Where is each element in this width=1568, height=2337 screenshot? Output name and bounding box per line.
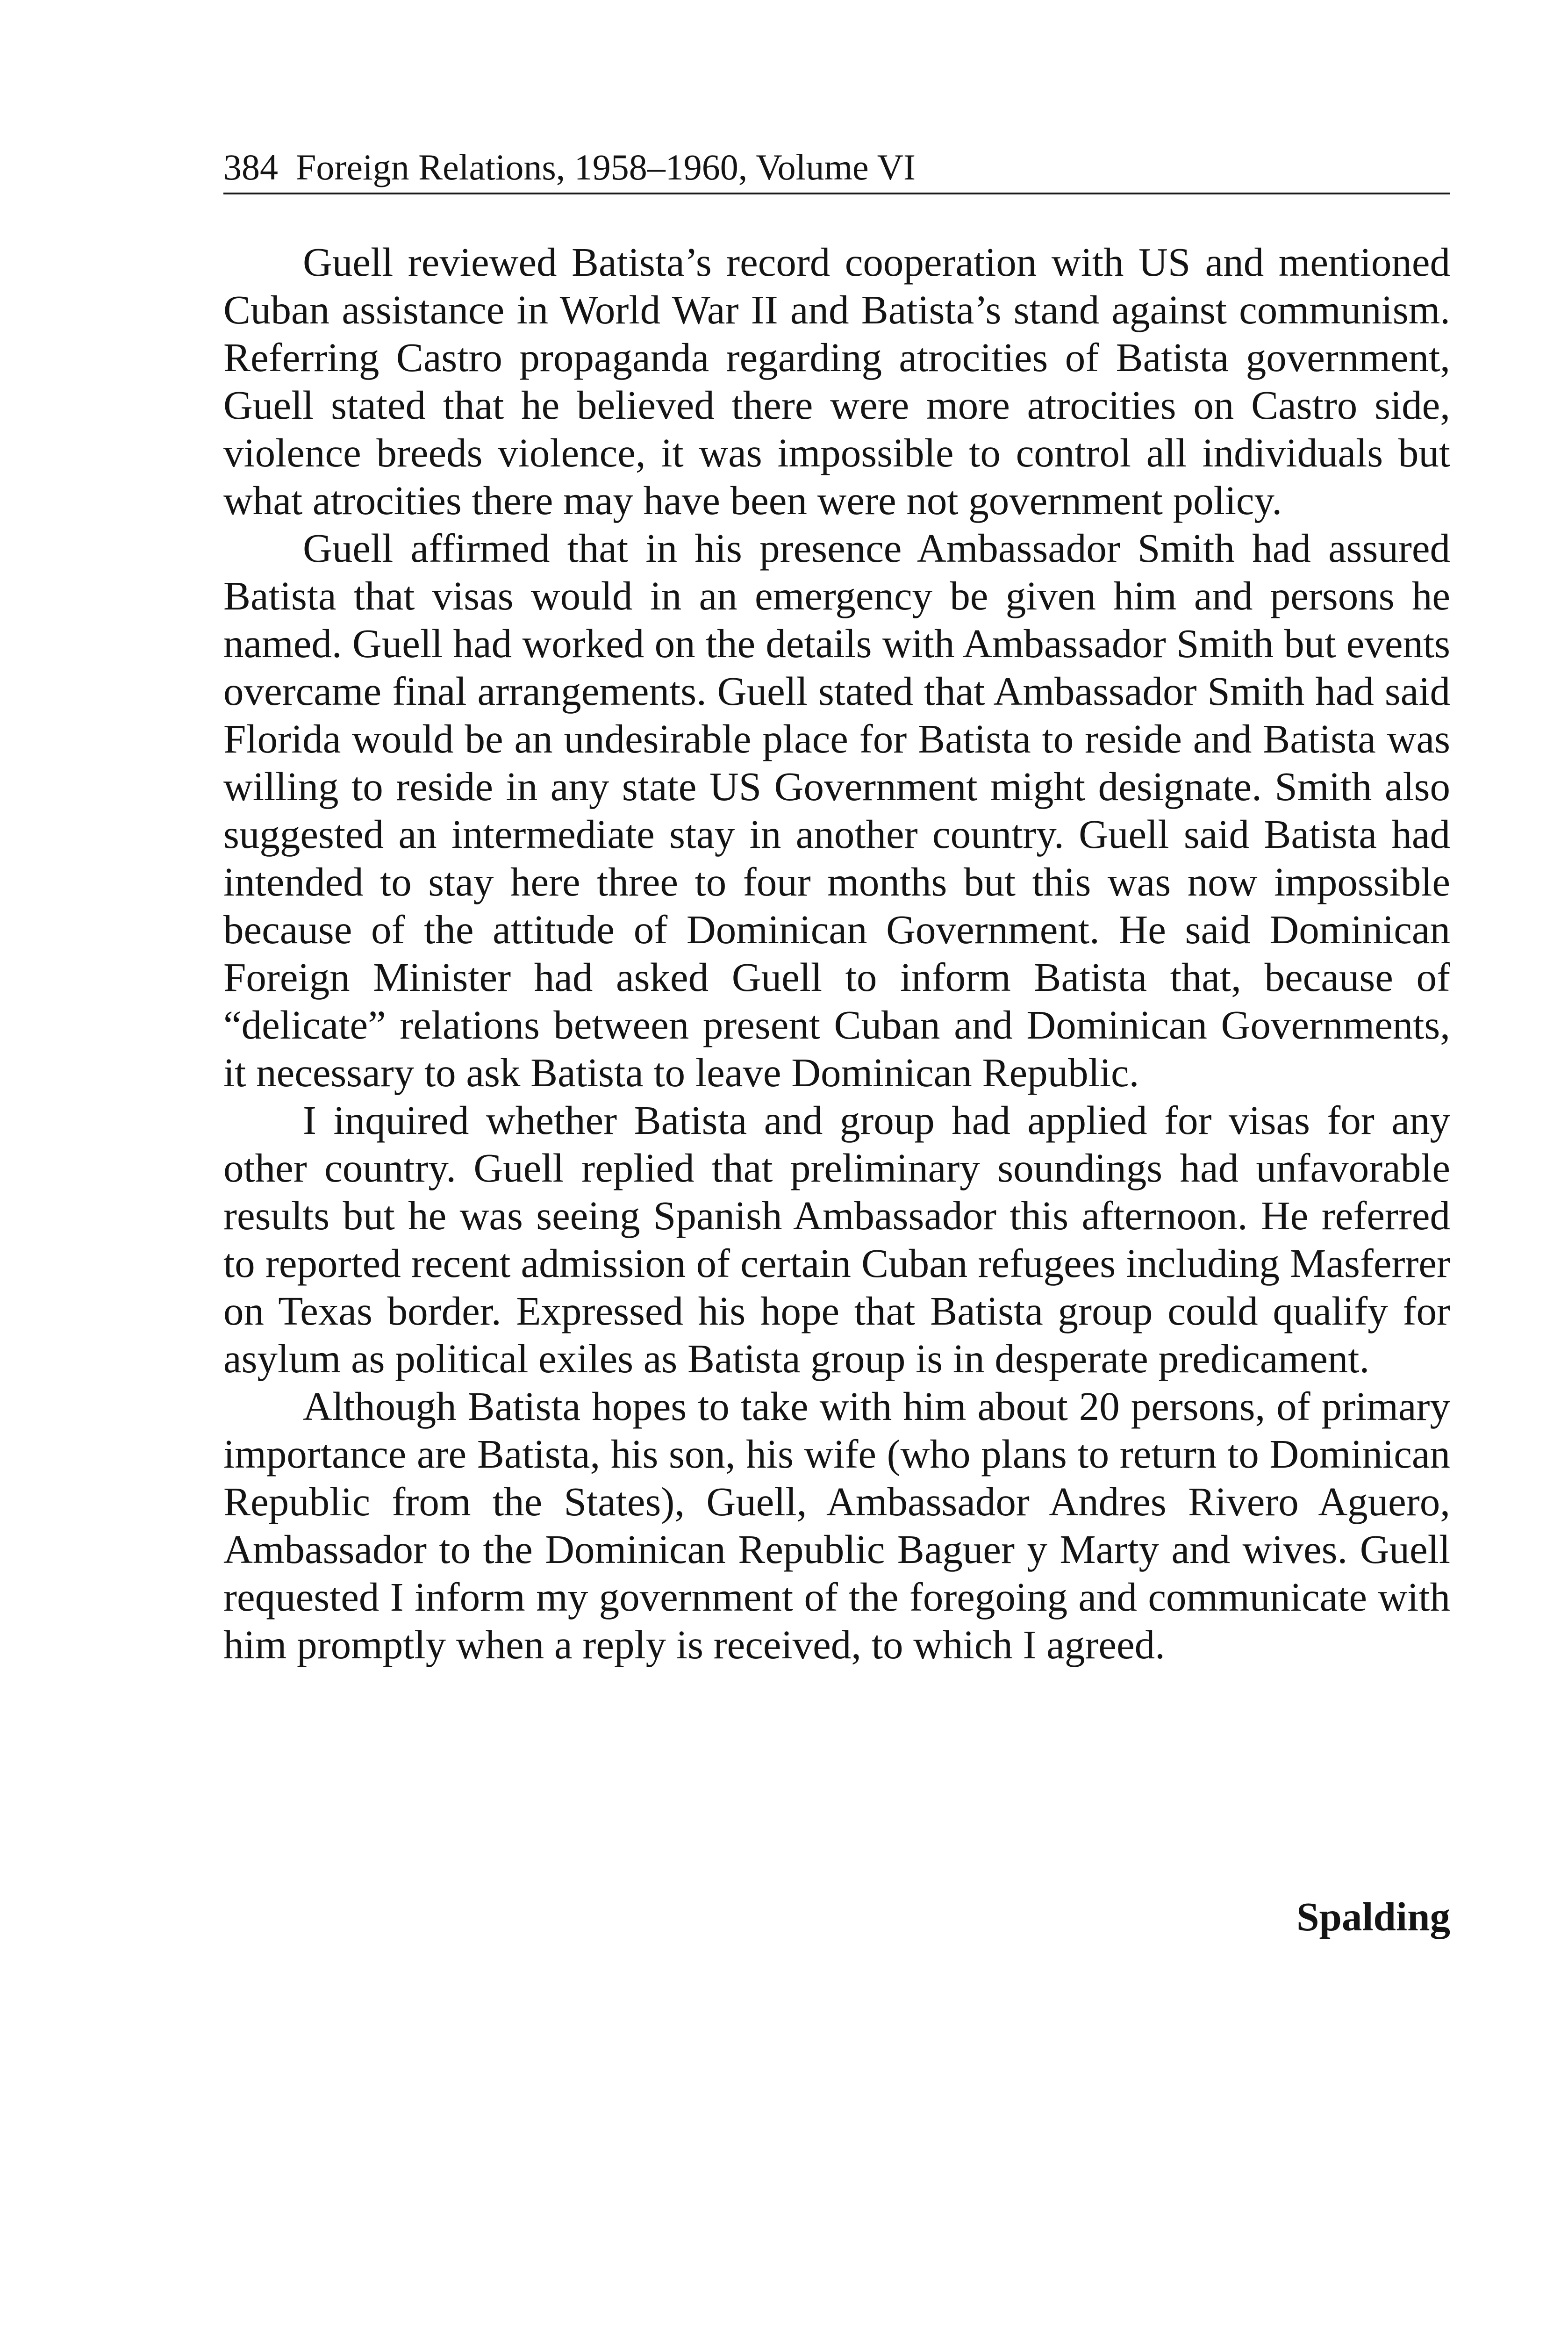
running-title: Foreign Relations, 1958–1960, Volume VI <box>296 147 916 187</box>
running-header <box>223 140 1450 194</box>
page-number: 384 <box>223 147 278 187</box>
paragraph: Guell reviewed Batista’s record cooperation with US and mentioned Cuban assistance in World War II and Batista’s stand against communism. Referring Castro propaganda regarding atrocities of Batista government, Guell stated that he believed there were more atrocities on Castro side, violence breeds violence, it was impossible to control all individuals but what atrocities there may have been were not government policy. <box>223 239 1450 523</box>
paragraph: Guell affirmed that in his presence Ambassador Smith had assured Batista that visas would in an emergency be given him and persons he named. Guell had worked on the details with Ambassador Smith but events overcame final arrangements. Guell stated that Ambassador Smith had said Florida would be an undesirable place for Batista to reside and Batista was willing to reside in any state US Government might designate. Smith also suggested an intermediate stay in another country. Guell said Batista had intended to stay here three to four months but this was now impossible because of the attitude of Dominican Government. He said Dominican Foreign Minister had asked Guell to inform Batista that, because of “delicate” relations between present Cuban and Dominican Governments, it necessary to ask Batista to leave Dominican Republic. <box>223 525 1450 1095</box>
body-text <box>223 238 1450 1669</box>
paragraph: I inquired whether Batista and group had applied for visas for any other country. Guell replied that preliminary soundings had unfavorable results but he was seeing Spanish Ambassador this afternoon. He referred to reported recent admission of certain Cuban refugees including Masferrer on Texas border. Expressed his hope that Batista group could qualify for asylum as political exiles as Batista group is in desperate predicament. <box>223 1097 1450 1381</box>
signature: Spalding <box>1296 1894 1450 1939</box>
paragraph: Although Batista hopes to take with him about 20 persons, of primary importance are Batista, his son, his wife (who plans to return to Dominican Republic from the States), Guell, Ambassador Andres Rivero Aguero, Ambassador to the Dominican Republic Baguer y Marty and wives. Guell requested I inform my government of the foregoing and communicate with him promptly when a reply is received, to which I agreed. <box>223 1384 1450 1667</box>
